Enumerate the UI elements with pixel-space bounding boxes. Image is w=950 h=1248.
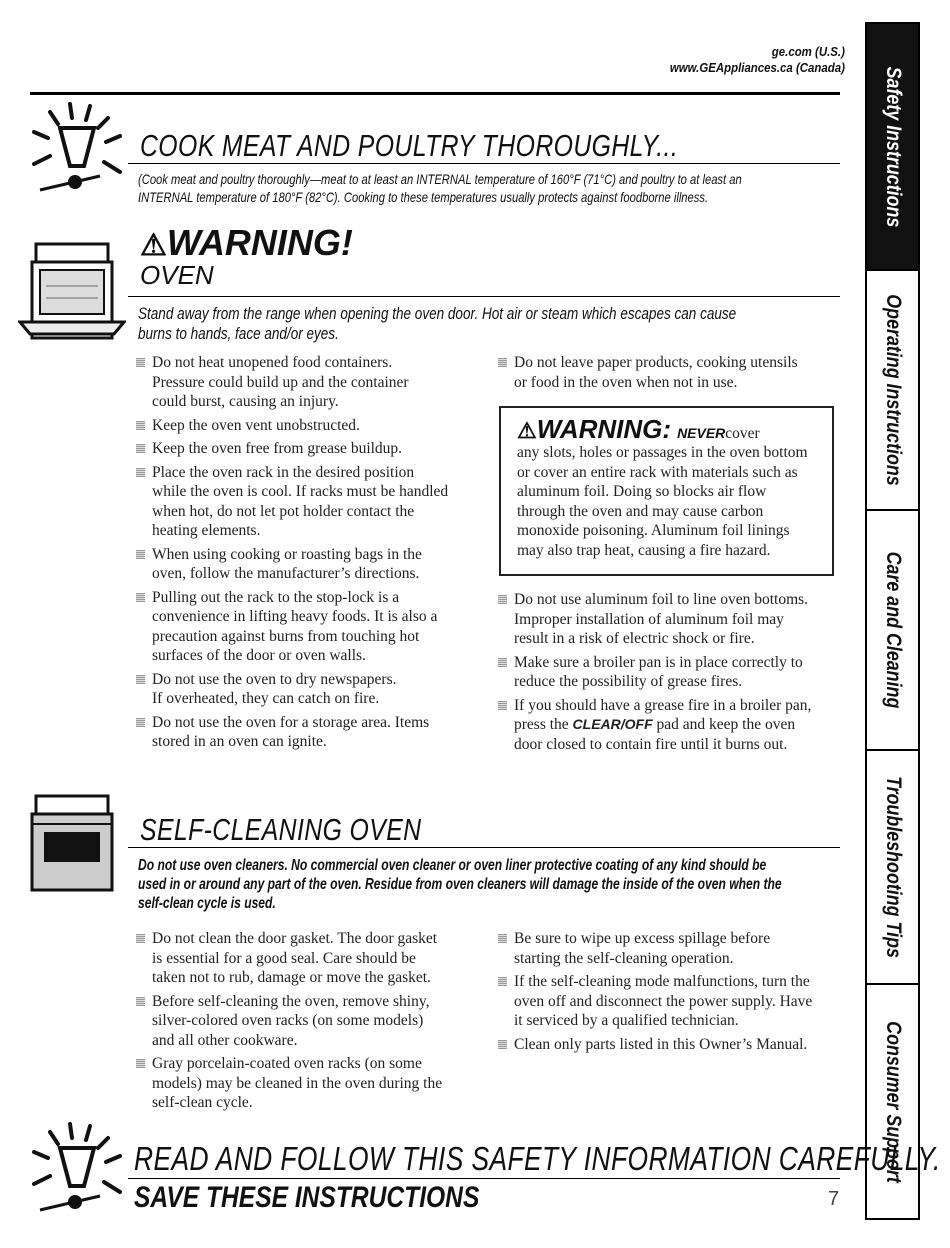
- save-instructions-heading: SAVE THESE INSTRUCTIONS: [134, 1181, 480, 1214]
- safety-alert-icon: [20, 1118, 130, 1228]
- list-item: Do not leave paper products, cooking utensils or food in the oven when not in use.: [498, 353, 848, 392]
- list-item: Do not use the oven for a storage area. Items stored in an oven can ignite.: [136, 713, 486, 752]
- list-item: Do not heat unopened food containers. Pressure could build up and the container could burst, causing an injury.: [136, 353, 486, 412]
- oven-intro-line-2: burns to hands, face and/or eyes.: [138, 325, 339, 343]
- header-links: [670, 44, 845, 76]
- page-number: 7: [828, 1188, 840, 1210]
- box-never-label: NEVER: [677, 425, 726, 441]
- list-item: Place the oven rack in the desired position while the oven is cool. If racks must be handled when hot, do not let pot holder contact the heating elements.: [136, 463, 486, 541]
- oven-icon: [18, 238, 126, 348]
- list-item: Pulling out the rack to the stop-lock is a convenience in lifting heavy foods. It is also a precaution against burns from touching hot surfaces of the door or oven walls.: [136, 588, 486, 666]
- canada-site-link[interactable]: www.GEAppliances.ca (Canada): [669, 60, 845, 75]
- read-follow-heading: READ AND FOLLOW THIS SAFETY INFORMATION CAREFULLY.: [134, 1140, 941, 1177]
- oven-title: OVEN: [140, 260, 214, 290]
- tab-safety-instructions[interactable]: Safety Instructions: [867, 24, 918, 271]
- list-item: Make sure a broiler pan is in place correctly to reduce the possibility of grease fires.: [498, 653, 848, 692]
- box-text: any slots, holes or passages in the oven bottom or cover an entire rack with materials such as aluminum foil. Doing so blocks air flow through the oven and may cause carbon monoxide poisoning. Aluminum foil linings may also trap heat, causing a fire hazard.: [517, 444, 808, 559]
- oven-left-bullets: [136, 353, 486, 756]
- box-warning-label: WARNING:: [536, 414, 672, 444]
- self-clean-oven-icon: [18, 790, 126, 900]
- list-item: If you should have a grease fire in a broiler pan, press the CLEAR/OFF pad and keep the oven door closed to contain fire until it burns out.: [498, 696, 848, 755]
- header-rule: [30, 92, 840, 95]
- cook-text: [138, 170, 742, 206]
- cook-text-line-2: INTERNAL temperature of 180°F (82°C). Cooking to these temperatures usually protects against foodborne illness.: [138, 189, 709, 205]
- self-clean-intro: Do not use oven cleaners. No commercial oven cleaner or oven liner protective coating of any kind should be used in or around any part of the oven. Residue from oven cleaners will damage the inside of the oven when the self-clean cycle is used.: [138, 857, 782, 912]
- box-first-word: cover: [725, 425, 760, 442]
- cook-title: COOK MEAT AND POULTRY THOROUGHLY...: [140, 128, 679, 163]
- footer-rule: [128, 1178, 840, 1179]
- oven-right-top-bullet: [498, 353, 848, 396]
- list-item: Do not clean the door gasket. The door gasket is essential for a good seal. Care should be taken not to rub, damage or move the gasket.: [136, 929, 486, 988]
- warning-triangle-icon: ⚠: [517, 418, 537, 443]
- us-site-link[interactable]: ge.com (U.S.): [771, 44, 845, 59]
- self-clean-left-bullets: [136, 929, 486, 1117]
- oven-right-bullets: [498, 590, 848, 758]
- tab-consumer-support[interactable]: Consumer Support: [881, 1020, 905, 1183]
- list-item: Gray porcelain-coated oven racks (on some models) may be cleaned in the oven during the self-clean cycle.: [136, 1054, 486, 1113]
- section-tab-bar: [865, 22, 920, 1220]
- tab-care-and-cleaning[interactable]: Care and Cleaning: [867, 511, 918, 751]
- list-item: Do not use the oven to dry newspapers. If overheated, they can catch on fire.: [136, 670, 486, 709]
- box-warning-heading: [517, 414, 824, 445]
- list-item: Do not use aluminum foil to line oven bottoms. Improper installation of aluminum foil may result in a risk of electric shock or fire.: [498, 590, 848, 649]
- tab-operating-instructions[interactable]: Operating Instructions: [867, 271, 918, 511]
- list-item: When using cooking or roasting bags in the oven, follow the manufacturer’s directions.: [136, 545, 486, 584]
- never-cover-warning-box: [499, 406, 834, 576]
- warning-triangle-icon: ⚠: [140, 229, 167, 262]
- warning-label: WARNING!: [166, 222, 353, 263]
- self-clean-rule: [128, 847, 840, 848]
- cook-text-line-1: (Cook meat and poultry thoroughly—meat to at least an INTERNAL temperature of 160°F (71°C) and poultry to at least an: [138, 171, 742, 187]
- list-item: If the self-cleaning mode malfunctions, turn the oven off and disconnect the power supply. Have it serviced by a qualified technician.: [498, 972, 848, 1031]
- cook-rule: [128, 163, 840, 164]
- list-item: Before self-cleaning the oven, remove shiny, silver-colored oven racks (on some models) and all other cookware.: [136, 992, 486, 1051]
- self-clean-title: SELF-CLEANING OVEN: [140, 812, 422, 847]
- warning-heading: [140, 222, 353, 264]
- tab-troubleshooting-tips[interactable]: Troubleshooting Tips: [867, 751, 918, 985]
- safety-alert-icon: [20, 98, 130, 208]
- list-item: Keep the oven vent unobstructed.: [136, 416, 486, 436]
- oven-intro-line-1: Stand away from the range when opening the oven door. Hot air or steam which escapes can cause: [138, 305, 737, 323]
- oven-intro: [138, 304, 736, 344]
- list-item: Be sure to wipe up excess spillage before starting the self-cleaning operation.: [498, 929, 848, 968]
- self-clean-right-bullets: [498, 929, 848, 1058]
- list-item: Clean only parts listed in this Owner’s Manual.: [498, 1035, 848, 1055]
- oven-rule: [128, 296, 840, 297]
- clear-off-pad-label: CLEAR/OFF: [572, 716, 653, 732]
- list-item: Keep the oven free from grease buildup.: [136, 439, 486, 459]
